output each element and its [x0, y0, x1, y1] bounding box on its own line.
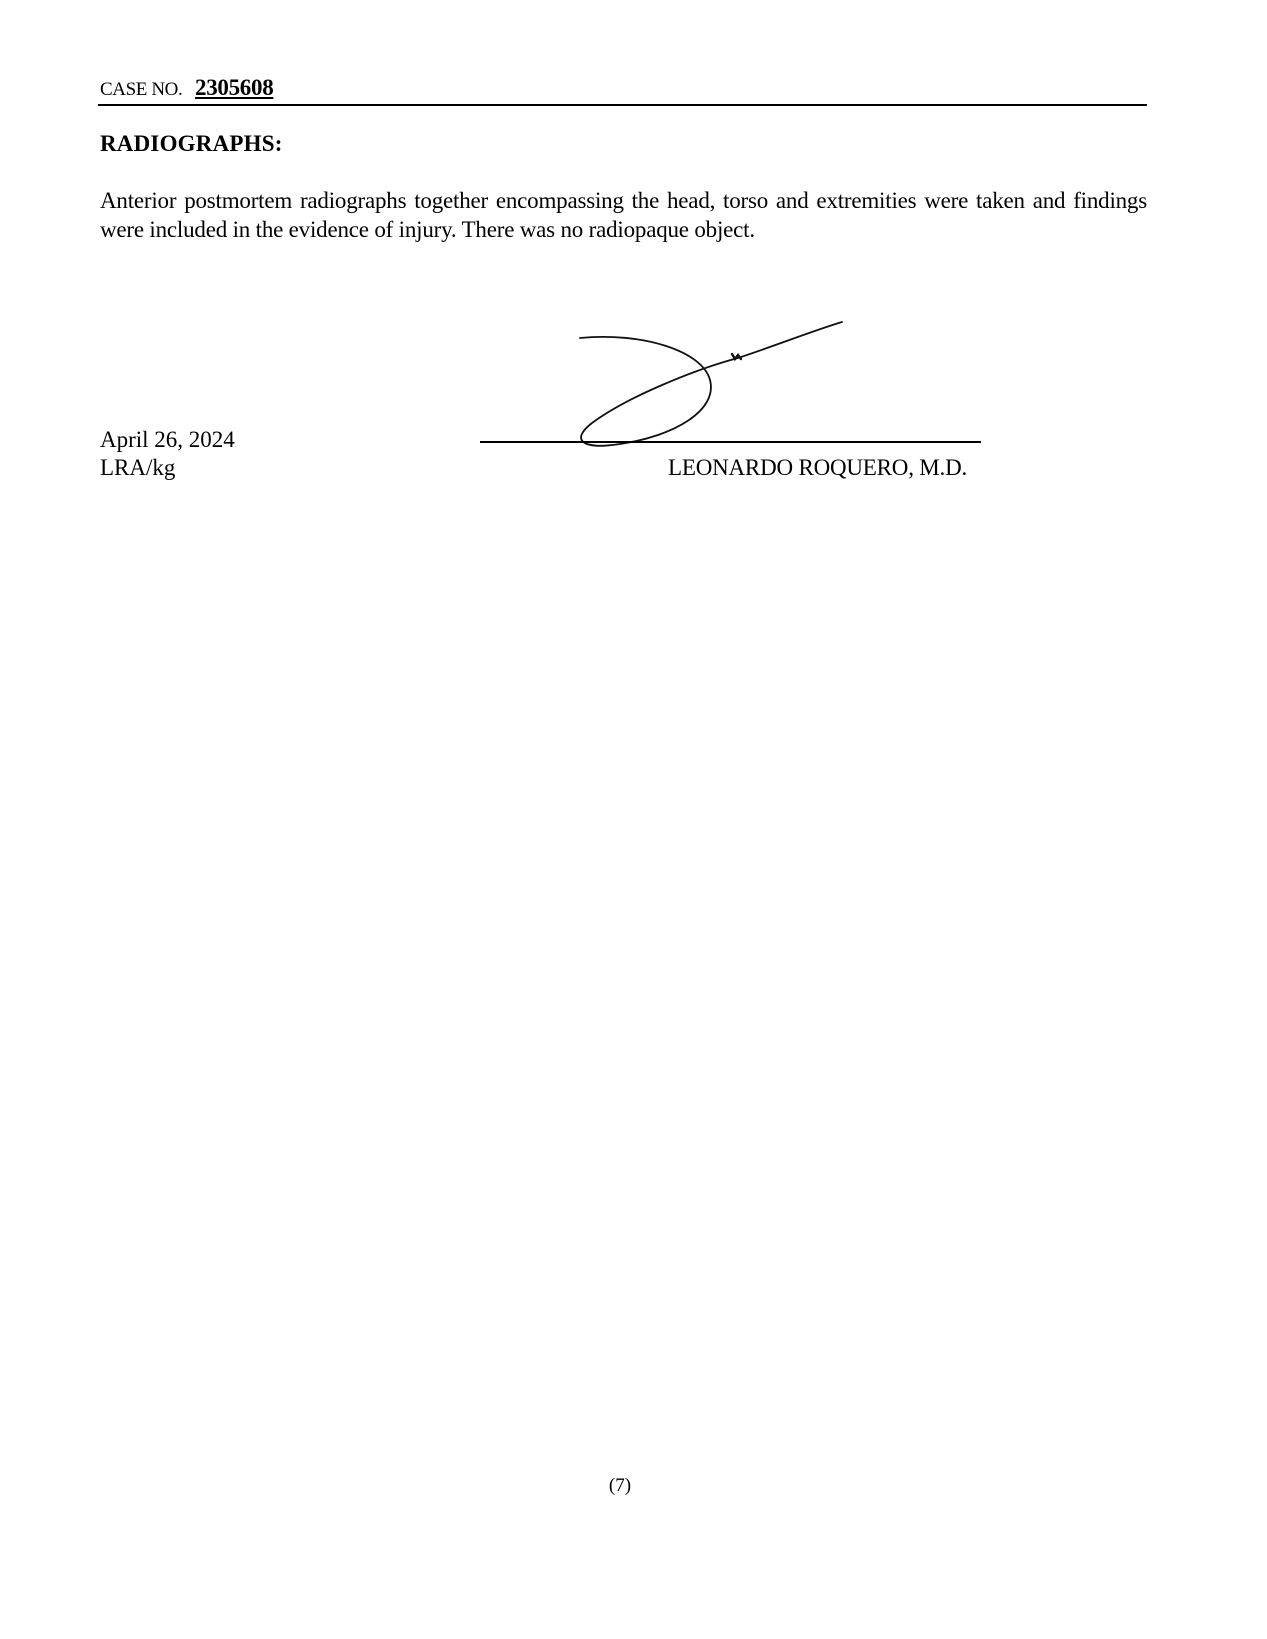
signer-name: LEONARDO ROQUERO, M.D.	[668, 455, 968, 480]
page-number: (7)	[608, 1475, 632, 1496]
section-paragraph: Anterior postmortem radiographs together encompassing the head, torso and extremities were taken and findings were included in the evidence of injury. There was no radiopaque object.	[100, 188, 1147, 242]
page-header	[98, 74, 1147, 106]
case-number-label: CASE NO.	[100, 79, 183, 100]
case-number-value: 2305608	[195, 75, 274, 100]
section-heading: RADIOGRAPHS:	[100, 131, 283, 156]
handwritten-signature	[470, 310, 870, 460]
signature-line	[480, 441, 981, 443]
report-date: April 26, 2024	[100, 427, 235, 452]
typist-initials: LRA/kg	[100, 455, 176, 480]
